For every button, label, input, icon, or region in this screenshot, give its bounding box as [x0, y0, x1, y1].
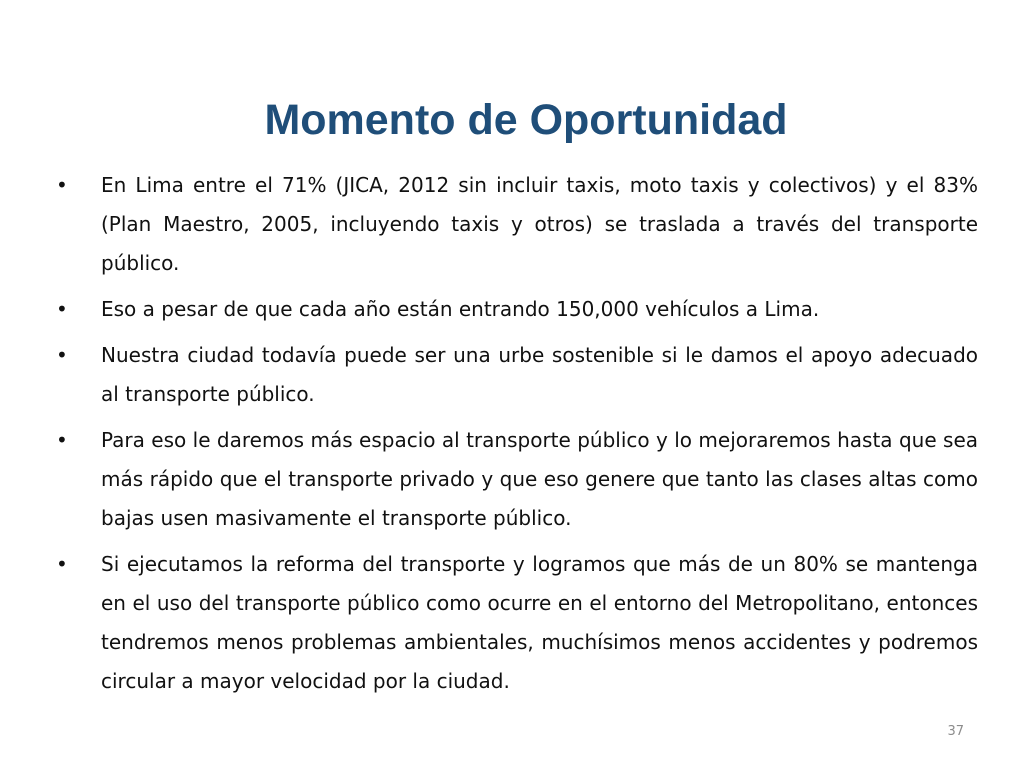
bullet-item: [56, 290, 978, 329]
bullet-item: [56, 545, 978, 701]
bullet-item: [56, 336, 978, 414]
bullet-marker: •: [56, 173, 68, 197]
bullet-marker: •: [56, 343, 68, 367]
bullet-text: Para eso le daremos más espacio al transporte público y lo mejoraremos hasta que sea más rápido que el transporte privado y que eso genere que tanto las clases altas como bajas usen masivamente el transporte público.: [101, 428, 978, 530]
bullet-marker: •: [56, 297, 68, 321]
bullet-text: En Lima entre el 71% (JICA, 2012 sin incluir taxis, moto taxis y colectivos) y el 83% (Plan Maestro, 2005, incluyendo taxis y otros) se traslada a través del transporte público.: [101, 173, 978, 275]
bullet-text: Eso a pesar de que cada año están entrando 150,000 vehículos a Lima.: [101, 297, 820, 321]
bullet-text: Nuestra ciudad todavía puede ser una urbe sostenible si le damos el apoyo adecuado al transporte público.: [101, 343, 978, 406]
slide-title: Momento de Oportunidad: [264, 96, 788, 144]
bullet-text: Si ejecutamos la reforma del transporte y logramos que más de un 80% se mantenga en el uso del transporte público como ocurre en el entorno del Metropolitano, entonces tendremos menos problemas ambientales, muchísimos menos accidentes y podremos circular a mayor velocidad por la ciudad.: [101, 552, 978, 693]
page-number: 37: [947, 724, 964, 739]
bullet-marker: •: [56, 428, 68, 452]
bullet-item: [56, 421, 978, 538]
bullet-item: [56, 166, 978, 283]
bullet-list: [56, 166, 978, 708]
bullet-marker: •: [56, 552, 68, 576]
